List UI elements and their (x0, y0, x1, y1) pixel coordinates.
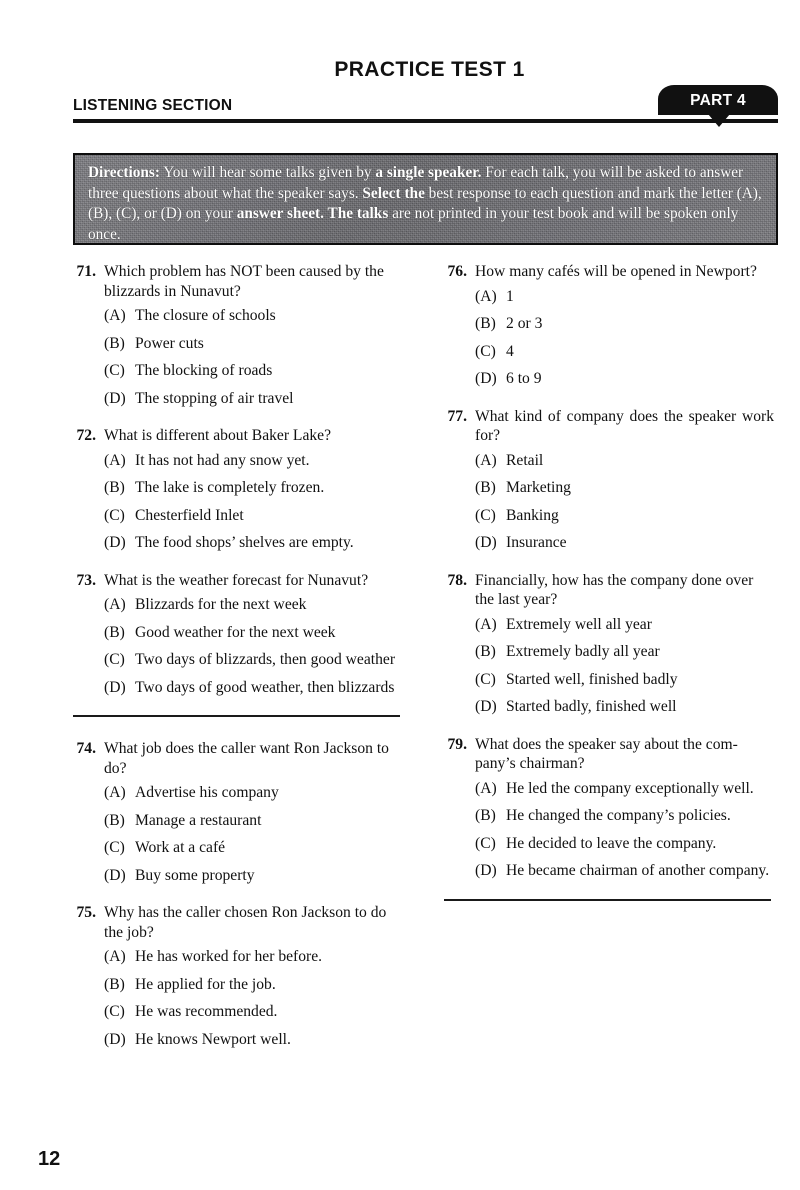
question-block (66, 262, 403, 408)
option-letter: (C) (104, 362, 125, 379)
option-letter: (B) (104, 811, 125, 829)
question-block (66, 903, 403, 1049)
answer-option[interactable] (66, 947, 403, 967)
answer-options (437, 287, 774, 389)
answer-option[interactable] (66, 975, 403, 995)
question-block (66, 426, 403, 553)
option-letter: (C) (104, 651, 125, 668)
header-divider (73, 119, 778, 123)
answer-option[interactable] (66, 478, 403, 498)
question-stem: What is the weather forecast for Nunavut? (104, 571, 369, 589)
option-text: Extremely well all year (506, 615, 652, 633)
answer-option[interactable] (437, 670, 774, 690)
question-head (437, 571, 774, 610)
option-text: Good weather for the next week (135, 623, 336, 641)
question-number: 77. (447, 407, 467, 425)
option-letter: (D) (475, 370, 497, 387)
question-block (437, 262, 774, 389)
option-text: He led the company exceptionally well. (506, 779, 754, 797)
question-stem: What does the speaker say about the com-pany’s chairman? (475, 735, 738, 772)
option-letter: (C) (104, 1003, 125, 1020)
option-letter: (D) (475, 698, 497, 715)
answer-option[interactable] (66, 306, 403, 326)
directions-segment: You will hear some talks given by (159, 164, 376, 181)
question-number: 78. (447, 571, 467, 589)
answer-options (66, 783, 403, 885)
answer-option[interactable] (437, 642, 774, 662)
question-number: 74. (76, 740, 96, 757)
answer-option[interactable] (66, 623, 403, 643)
option-text: The lake is completely frozen. (135, 479, 325, 496)
question-stem: Financially, how has the company done over the last year? (475, 571, 754, 608)
option-letter: (D) (475, 862, 497, 879)
option-letter: (A) (104, 307, 126, 324)
option-letter: (B) (475, 643, 496, 660)
option-text: Power cuts (135, 334, 204, 352)
option-letter: (A) (104, 596, 126, 613)
answer-option[interactable] (437, 342, 774, 362)
question-number: 73. (76, 571, 96, 589)
question-head (66, 571, 403, 591)
directions-box (73, 153, 778, 245)
answer-option[interactable] (66, 334, 403, 354)
question-stem: Why has the caller chosen Ron Jackson to do the job? (104, 904, 387, 941)
answer-option[interactable] (66, 389, 403, 409)
option-letter: (D) (104, 678, 126, 696)
question-number: 75. (76, 904, 96, 921)
directions-segment: best response to each question and mark the letter (A), (B), (C), or (D) on your (88, 184, 762, 222)
option-letter: (D) (104, 1030, 126, 1048)
option-text: He has worked for her before. (135, 948, 323, 965)
question-block (437, 735, 774, 881)
option-letter: (B) (475, 315, 496, 332)
option-letter: (D) (104, 534, 126, 551)
option-letter: (A) (475, 451, 497, 469)
option-letter: (B) (104, 623, 125, 641)
question-block (66, 571, 403, 698)
part-badge (658, 85, 778, 115)
questions-column-right (437, 262, 774, 923)
option-text: The closure of schools (135, 307, 276, 324)
answer-option[interactable] (437, 615, 774, 635)
option-letter: (B) (475, 807, 496, 824)
question-group-divider (73, 715, 400, 717)
directions-text (75, 155, 776, 245)
page-number: 12 (38, 1148, 61, 1170)
option-letter: (C) (475, 670, 496, 688)
question-block (66, 739, 403, 885)
directions-segment: Select the (362, 184, 425, 202)
option-text: He was recommended. (135, 1003, 278, 1020)
option-text: 4 (506, 342, 514, 360)
answer-options (66, 595, 403, 697)
option-letter: (C) (104, 839, 125, 856)
answer-option[interactable] (66, 1002, 403, 1022)
answer-option[interactable] (66, 678, 403, 698)
option-text: Retail (506, 451, 544, 469)
option-text: He became chairman of another company. (506, 862, 770, 879)
question-stem: What is different about Baker Lake? (104, 427, 332, 444)
question-number: 71. (76, 263, 96, 280)
answer-option[interactable] (66, 783, 403, 803)
directions-segment: answer sheet. The talks (236, 205, 389, 222)
question-head (66, 903, 403, 942)
option-text: Chesterfield Inlet (135, 506, 244, 524)
answer-option[interactable] (437, 451, 774, 471)
answer-option[interactable] (437, 369, 774, 389)
answer-option[interactable] (437, 806, 774, 826)
option-text: Blizzards for the next week (135, 596, 307, 613)
question-head (66, 739, 403, 778)
option-text: 1 (506, 287, 514, 305)
question-head (437, 407, 774, 446)
option-text: Extremely badly all year (506, 643, 660, 660)
option-letter: (D) (104, 389, 126, 407)
option-letter: (C) (104, 506, 125, 524)
option-letter: (C) (475, 342, 496, 360)
answer-option[interactable] (66, 595, 403, 615)
directions-segment: Directions: (88, 164, 160, 181)
question-block (437, 571, 774, 717)
header-row (73, 93, 778, 119)
question-stem: How many cafés will be opened in Newport? (475, 263, 757, 280)
option-text: He applied for the job. (135, 975, 276, 993)
option-text: Work at a café (135, 839, 226, 856)
option-letter: (A) (104, 784, 126, 801)
option-text: Manage a restaurant (135, 811, 262, 829)
question-group-divider (444, 899, 771, 901)
answer-option[interactable] (437, 779, 774, 799)
page-header (73, 58, 778, 119)
question-block (437, 407, 774, 553)
answer-option[interactable] (437, 506, 774, 526)
answer-options (66, 947, 403, 1049)
option-letter: (A) (475, 287, 497, 305)
question-number: 72. (76, 427, 96, 444)
part-badge-label: PART 4 (690, 92, 746, 109)
question-head (437, 262, 774, 282)
option-text: Two days of good weather, then blizzards (135, 678, 395, 696)
option-text: Buy some property (135, 866, 255, 884)
answer-option[interactable] (437, 533, 774, 553)
option-text: Insurance (506, 534, 567, 551)
option-text: The food shops’ shelves are empty. (135, 534, 354, 551)
answer-options (437, 779, 774, 881)
answer-options (66, 306, 403, 408)
option-text: Marketing (506, 479, 571, 496)
option-text: He knows Newport well. (135, 1030, 291, 1048)
answer-option[interactable] (66, 650, 403, 670)
answer-option[interactable] (437, 287, 774, 307)
option-text: Two days of blizzards, then good weather (135, 651, 396, 668)
question-head (437, 735, 774, 774)
option-letter: (C) (475, 834, 496, 852)
answer-option[interactable] (66, 533, 403, 553)
option-letter: (B) (104, 479, 125, 496)
answer-option[interactable] (437, 697, 774, 717)
answer-option[interactable] (66, 866, 403, 886)
question-head (66, 426, 403, 446)
answer-option[interactable] (66, 811, 403, 831)
option-text: Banking (506, 506, 559, 524)
option-letter: (A) (475, 779, 497, 797)
option-letter: (C) (475, 506, 496, 524)
answer-option[interactable] (66, 361, 403, 381)
option-text: Started badly, finished well (506, 698, 677, 715)
answer-option[interactable] (437, 478, 774, 498)
option-text: 2 or 3 (506, 315, 543, 332)
answer-option[interactable] (66, 451, 403, 471)
answer-option[interactable] (66, 506, 403, 526)
directions-segment: For each talk, you will be asked to answer three questions about what the speaker says. (88, 164, 744, 202)
answer-options (66, 451, 403, 553)
answer-options (437, 451, 774, 553)
answer-option[interactable] (66, 1030, 403, 1050)
option-letter: (A) (475, 615, 497, 633)
answer-option[interactable] (437, 861, 774, 881)
questions-column-left (66, 262, 403, 1067)
option-text: The stopping of air travel (135, 389, 294, 407)
option-letter: (A) (104, 948, 126, 965)
option-text: Advertise his company (135, 784, 279, 801)
question-number: 76. (447, 263, 467, 280)
answer-options (437, 615, 774, 717)
question-stem: What kind of company does the speaker work for? (475, 407, 774, 444)
directions-segment: are not printed in your test book and will be spoken only once. (88, 205, 739, 243)
section-title: LISTENING SECTION (73, 97, 233, 114)
option-letter: (B) (104, 975, 125, 993)
option-text: He decided to leave the company. (506, 834, 717, 852)
option-text: The blocking of roads (135, 362, 273, 379)
question-stem: What job does the caller want Ron Jackson to do? (104, 740, 389, 777)
answer-option[interactable] (437, 314, 774, 334)
option-letter: (A) (104, 451, 126, 469)
answer-option[interactable] (437, 834, 774, 854)
page-title: PRACTICE TEST 1 (334, 58, 525, 81)
option-text: Started well, finished badly (506, 670, 678, 688)
option-text: It has not had any snow yet. (135, 451, 310, 469)
option-letter: (B) (475, 479, 496, 496)
answer-option[interactable] (66, 838, 403, 858)
option-text: He changed the company’s policies. (506, 807, 731, 824)
option-letter: (D) (475, 534, 497, 551)
question-stem: Which problem has NOT been caused by the blizzards in Nunavut? (104, 263, 384, 300)
option-text: 6 to 9 (506, 370, 542, 387)
option-letter: (B) (104, 334, 125, 352)
question-head (66, 262, 403, 301)
option-letter: (D) (104, 866, 126, 884)
question-number: 79. (447, 735, 467, 753)
directions-segment: a single speaker. (375, 164, 482, 181)
